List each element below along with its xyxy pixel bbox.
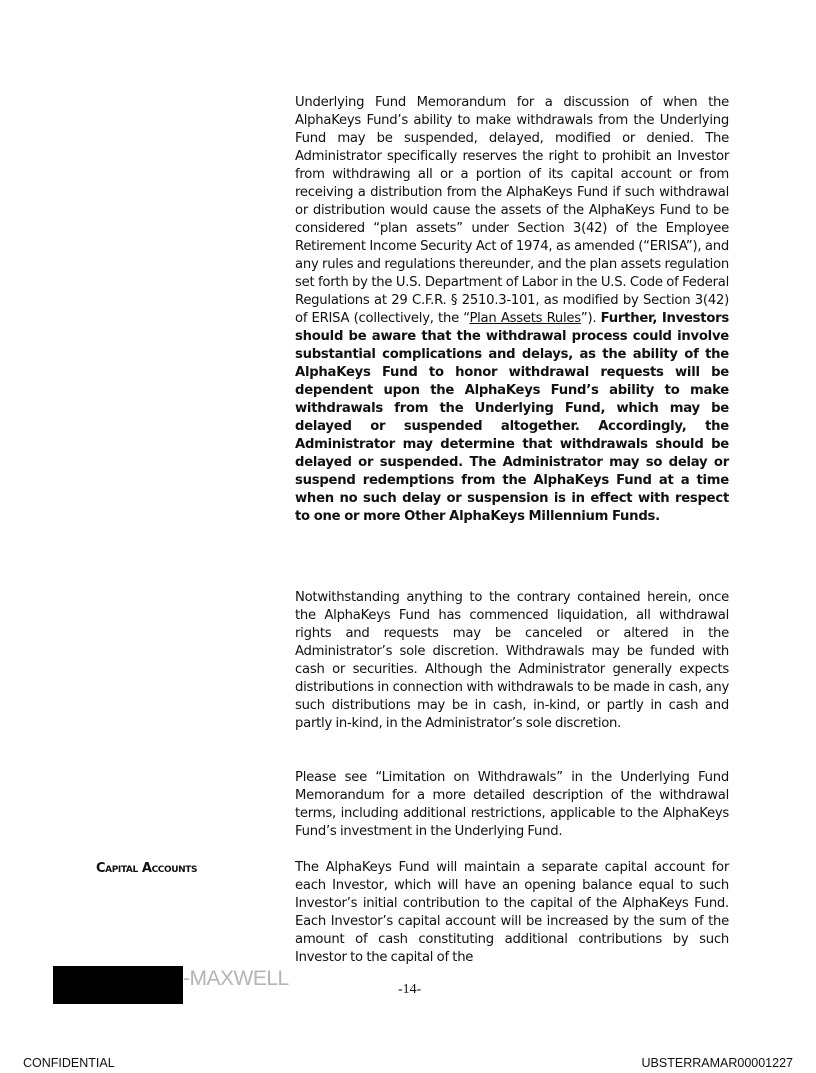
liquidation-paragraph: Notwithstanding anything to the contrary contained herein, once the AlphaKeys Fund has commenced liquidation, all withdrawal rights and requests may be canceled or altered in the Administrator’s sole discretion. Withdrawals may be funded with cash or securities. Although the Administrator generally expects distributions in connection with withdrawals to be made in cash, any such distributions may be in cash, in-kind, or partly in cash and partly in-kind, in the Administrator’s sole discretion. (295, 590, 729, 731)
redaction-block (53, 966, 183, 1004)
page-number: -14- (398, 982, 422, 997)
bates-number: UBSTERRAMAR00001227 (641, 1056, 793, 1070)
bold-warning-text: Further, Investors should be aware that the withdrawal process could involve substantial complications and delays, as the ability of the AlphaKeys Fund to honor withdrawal requests will be dependent upon the AlphaKeys Fund’s ability to make withdrawals from the Underlying Fund, which may be delayed or suspended altogether. Accordingly, the Administrator may determine that withdrawals should be delayed or suspended. The Administrator may so delay or suspend redemptions from the AlphaKeys Fund at a time when no such delay or suspension is in effect with respect to one or more Other AlphaKeys Millennium Funds. (295, 311, 729, 524)
section-heading-capital-accounts: Capital Accounts (96, 861, 198, 876)
confidential-label: CONFIDENTIAL (23, 1056, 115, 1070)
capital-accounts-paragraph: The AlphaKeys Fund will maintain a separate capital account for each Investor, which will have an opening balance equal to such Investor’s initial contribution to the capital of the AlphaKeys Fund. Each Investor’s capital account will be increased by the sum of the amount of cash constituting additional contributions by such Investor to the capital of the (295, 860, 729, 965)
limitation-reference-paragraph: Please see “Limitation on Withdrawals” in the Underlying Fund Memorandum for a more detailed description of the withdrawal terms, including additional restrictions, applicable to the AlphaKeys Fund’s investment in the Underlying Fund. (295, 770, 729, 839)
paragraph-text: ”). (580, 311, 601, 326)
withdrawal-suspension-paragraph (295, 94, 729, 526)
defined-term-plan-assets-rules: Plan Assets Rules (469, 311, 581, 326)
paragraph-text: Underlying Fund Memorandum for a discussion of when the AlphaKeys Fund’s ability to make withdrawals from the Underlying Fund may be suspended, delayed, modified or denied. The Administrator specifically reserves the right to prohibit an Investor from withdrawing all or a portion of its capital account or from receiving a distribution from the AlphaKeys Fund if such withdrawal or distribution would cause the assets of the AlphaKeys Fund to be considered “plan assets” under Section 3(42) of the Employee Retirement Income Security Act of 1974, as amended (“ERISA”), and any rules and regulations thereunder, and the plan assets regulation set forth by the U.S. Department of Labor in the U.S. Code of Federal Regulations at 29 C.F.R. § 2510.3-101, as modified by Section 3(42) of ERISA (collectively, the “ (295, 95, 729, 326)
watermark-text: -MAXWELL (183, 967, 289, 990)
